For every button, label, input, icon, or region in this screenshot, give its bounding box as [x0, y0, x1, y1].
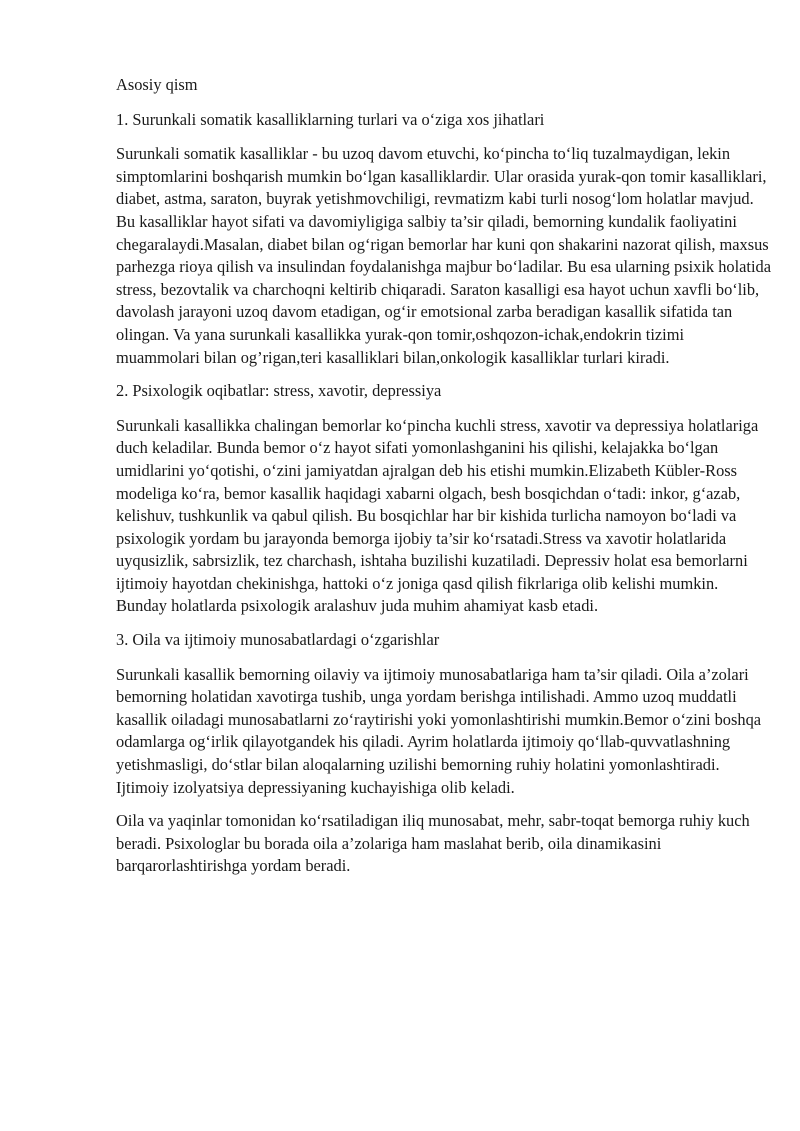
section-heading-1: 1. Surunkali somatik kasalliklarning turlari va o‘ziga xos jihatlari	[116, 109, 545, 129]
section-heading-3: 3. Oila va ijtimoiy munosabatlardagi o‘zgarishlar	[116, 630, 440, 650]
document-body	[116, 74, 771, 889]
section-2-paragraph: Surunkali kasallikka chalingan bemorlar ko‘pincha kuchli stress, xavotir va depressiya holatlariga duch keladilar. Bunda bemor o‘z hayot sifati yomonlashganini his qilishi, kelajakka bo‘lgan umidlarini yo‘qotishi, o‘zini jamiyatdan ajralgan deb his etishi mumkin.Elizabeth Kübler-Ross modeliga ko‘ra, bemor kasallik haqidagi xabarni olgach, besh bosqichdan o‘tadi: inkor, g‘azab, kelishuv, tushkunlik va qabul qilish. Bu bosqichlar har bir kishida turlicha namoyon bo‘ladi va psixologik yordam bu jarayonda bemorga ijobiy ta’sir ko‘rsatadi.Stress va xavotir holatlarida uyqusizlik, sabrsizlik, tez charchash, ishtaha buzilishi kuzatiladi. Depressiv holat esa bemorlarni ijtimoiy hayotdan chekinishga, hattoki o‘z joniga qasd qilish fikrlariga olib kelishi mumkin. Bunday holatlarda psixologik aralashuv juda muhim ahamiyat kasb etadi.	[116, 415, 759, 616]
section-3-paragraph-1: Surunkali kasallik bemorning oilaviy va ijtimoiy munosabatlariga ham ta’sir qiladi. Oila a’zolari bemorning holatidan xavotirga tushib, unga yordam berishga intilishadi. Ammo uzoq muddatli kasallik oiladagi munosabatlarni zo‘raytirishi yoki yomonlashtirishi mumkin.Bemor o‘zini boshqa odamlarga og‘irlik qilayotgandek his qiladi. Ayrim holatlarda ijtimoiy qo‘llab-quvvatlashning yetishmasligi, do‘stlar bilan aloqalarning uzilishi bemorning ruhiy holatini yomonlashtiradi. Ijtimoiy izolyatsiya depressiyaning kuchayishiga olib keladi.	[116, 664, 762, 797]
section-1-paragraph: Surunkali somatik kasalliklar - bu uzoq davom etuvchi, ko‘pincha to‘liq tuzalmaydigan, lekin simptomlarini boshqarish mumkin bo‘lgan kasalliklardir. Ular orasida yurak-qon tomir kasalliklari, diabet, astma, saraton, buyrak yetishmovchiligi, revmatizm kabi turli nosog‘lom holatlar mavjud. Bu kasalliklar hayot sifati va davomiyligiga salbiy ta’sir qiladi, bemorning kundalik faoliyatini chegaralaydi.Masalan, diabet bilan og‘rigan bemorlar har kuni qon shakarini nazorat qilish, maxsus parhezga rioya qilish va insulindan foydalanishga majbur bo‘ladilar. Bu esa ularning psixik holatida stress, bezovtalik va charchoqni keltirib chiqaradi. Saraton kasalligi esa hayot uchun xavfli bo‘lib, davolash jarayoni uzoq davom etadigan, og‘ir emotsional zarba beradigan kasallik sifatida tan olingan. Va yana surunkali kasallikka yurak-qon tomir,oshqozon-ichak,endokrin tizimi muammolari bilan og’rigan,teri kasalliklari bilan,onkologik kasalliklar turlari kiradi.	[116, 144, 772, 367]
document-title: Asosiy qism	[116, 75, 198, 94]
section-3-paragraph-2: Oila va yaqinlar tomonidan ko‘rsatiladigan iliq munosabat, mehr, sabr-toqat bemorga ruhiy kuch beradi. Psixologlar bu borada oila a’zolariga ham maslahat berib, oila dinamikasini barqarorlashtirishga yordam beradi.	[116, 811, 750, 876]
section-heading-2: 2. Psixologik oqibatlar: stress, xavotir, depressiya	[116, 381, 442, 401]
